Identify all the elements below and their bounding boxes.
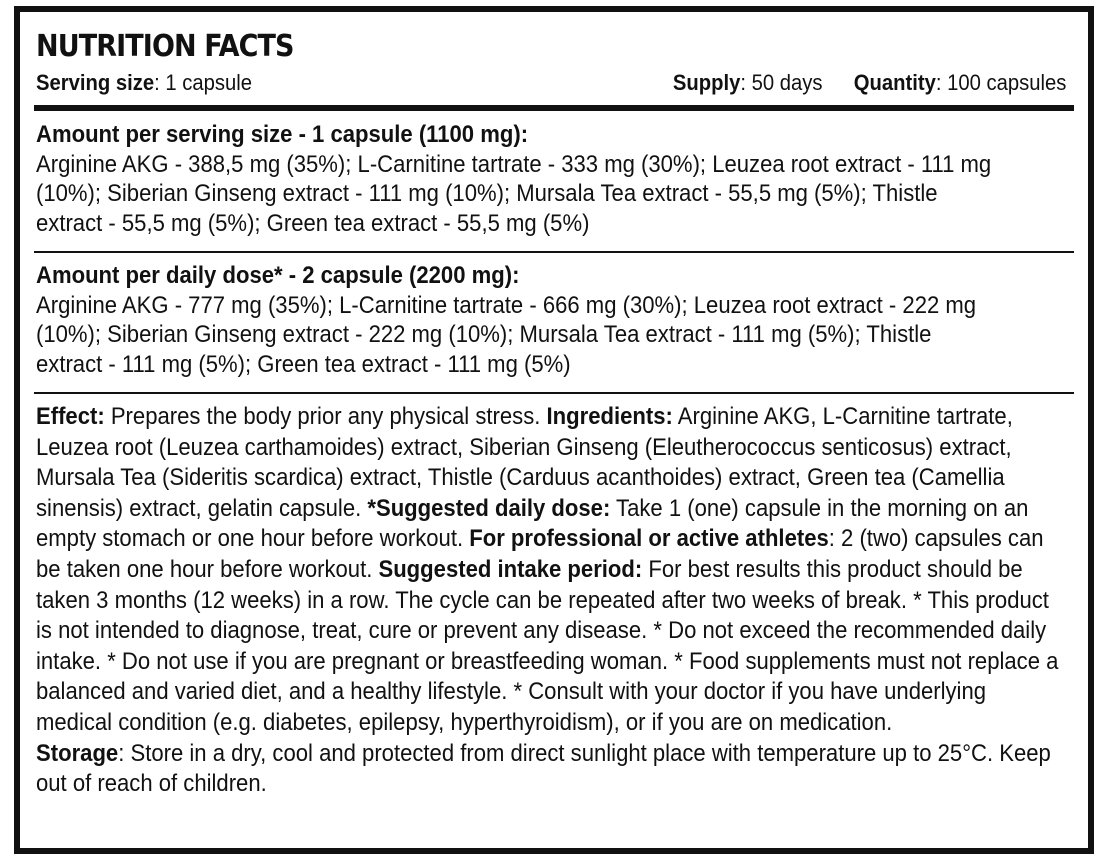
dose-label: *Suggested daily dose:: [367, 494, 611, 522]
serving-info-row: [36, 68, 1067, 98]
info-section: [36, 402, 1066, 800]
daily-line-1: Arginine AKG - 777 mg (35%); L-Carnitine tartrate - 666 mg (30%); Leuzea root extract - 222 mg: [36, 291, 977, 319]
nutrition-facts-label: [14, 6, 1094, 854]
period-text: For best results this product should be taken 3 months (12 weeks) in a row. The cycle can be repeated after two weeks of break. * This product is not intended to diagnose, treat, cure or prevent any disease. * Do not exceed the recommended daily intake. * Do not use if you are pregnant or breastfeeding woman. * Food supplements must not replace a balanced and varied diet, and a healthy lifestyle. * Consult with your doctor if you have underlying medical condition (e.g. diabetes, epilepsy, hyperthyroidism), or if you are on medication.: [36, 555, 1059, 736]
ingredients-text: Arginine AKG, L-Carnitine tartrate, Leuzea root (Leuzea carthamoides) extract, Siberian Ginseng (Eleutherococcus senticosus) extract, Mursala Tea (Sideritis scardica) extract, Thistle (Carduus acanthoides) extract, Green tea (Camellia sinensis) extract, gelatin capsule.: [36, 403, 1013, 522]
storage-text: : Store in a dry, cool and protected from direct sunlight place with temperature up to 25°C. Keep out of reach of children.: [36, 739, 1051, 798]
info-paragraph: [36, 402, 1066, 739]
serving-size: [36, 68, 252, 98]
divider-2: [34, 392, 1074, 394]
storage-label: Storage: [36, 739, 119, 767]
label-title: NUTRITION FACTS: [36, 29, 294, 64]
serving-amount-section: [36, 120, 1066, 238]
supply-label: Supply: [672, 70, 741, 95]
divider-thick: [34, 105, 1074, 111]
ingredients-label: Ingredients:: [546, 403, 673, 430]
supply-value: : 50 days: [740, 70, 823, 95]
serving-size-value: : 1 capsule: [154, 70, 253, 95]
serving-line-2: (10%); Siberian Ginseng extract - 111 mg (10%); Mursala Tea extract - 55,5 mg (5%); Thistle: [36, 180, 938, 207]
divider-1: [34, 251, 1074, 253]
serving-line-3: extract - 55,5 mg (5%); Green tea extract - 55,5 mg (5%): [36, 209, 590, 237]
period-label: Suggested intake period:: [378, 555, 643, 583]
pro-text: : 2 (two) capsules can be taken one hour before workout.: [36, 525, 1044, 583]
effect-label: Effect:: [36, 403, 105, 430]
serving-line-1: Arginine AKG - 388,5 mg (35%); L-Carnitine tartrate - 333 mg (30%); Leuzea root extract - 111 mg: [36, 150, 992, 178]
storage-paragraph: [36, 739, 1066, 800]
quantity-label: Quantity: [853, 70, 936, 95]
supply-quantity: [673, 68, 1067, 98]
pro-label: For professional or active athletes: [469, 525, 829, 553]
daily-line-2: (10%); Siberian Ginseng extract - 222 mg (10%); Mursala Tea extract - 111 mg (5%); Thistle: [36, 321, 932, 348]
daily-heading: Amount per daily dose* - 2 capsule (2200 mg):: [36, 262, 520, 289]
quantity-value: : 100 capsules: [935, 70, 1067, 95]
daily-line-3: extract - 111 mg (5%); Green tea extract - 111 mg (5%): [36, 350, 571, 378]
daily-dose-section: [36, 261, 1066, 379]
effect-text: Prepares the body prior any physical stress.: [104, 403, 547, 430]
serving-size-label: Serving size: [36, 70, 155, 95]
serving-heading: Amount per serving size - 1 capsule (1100 mg):: [36, 121, 529, 148]
dose-text: Take 1 (one) capsule in the morning on an empty stomach or one hour before workout.: [36, 494, 1029, 553]
